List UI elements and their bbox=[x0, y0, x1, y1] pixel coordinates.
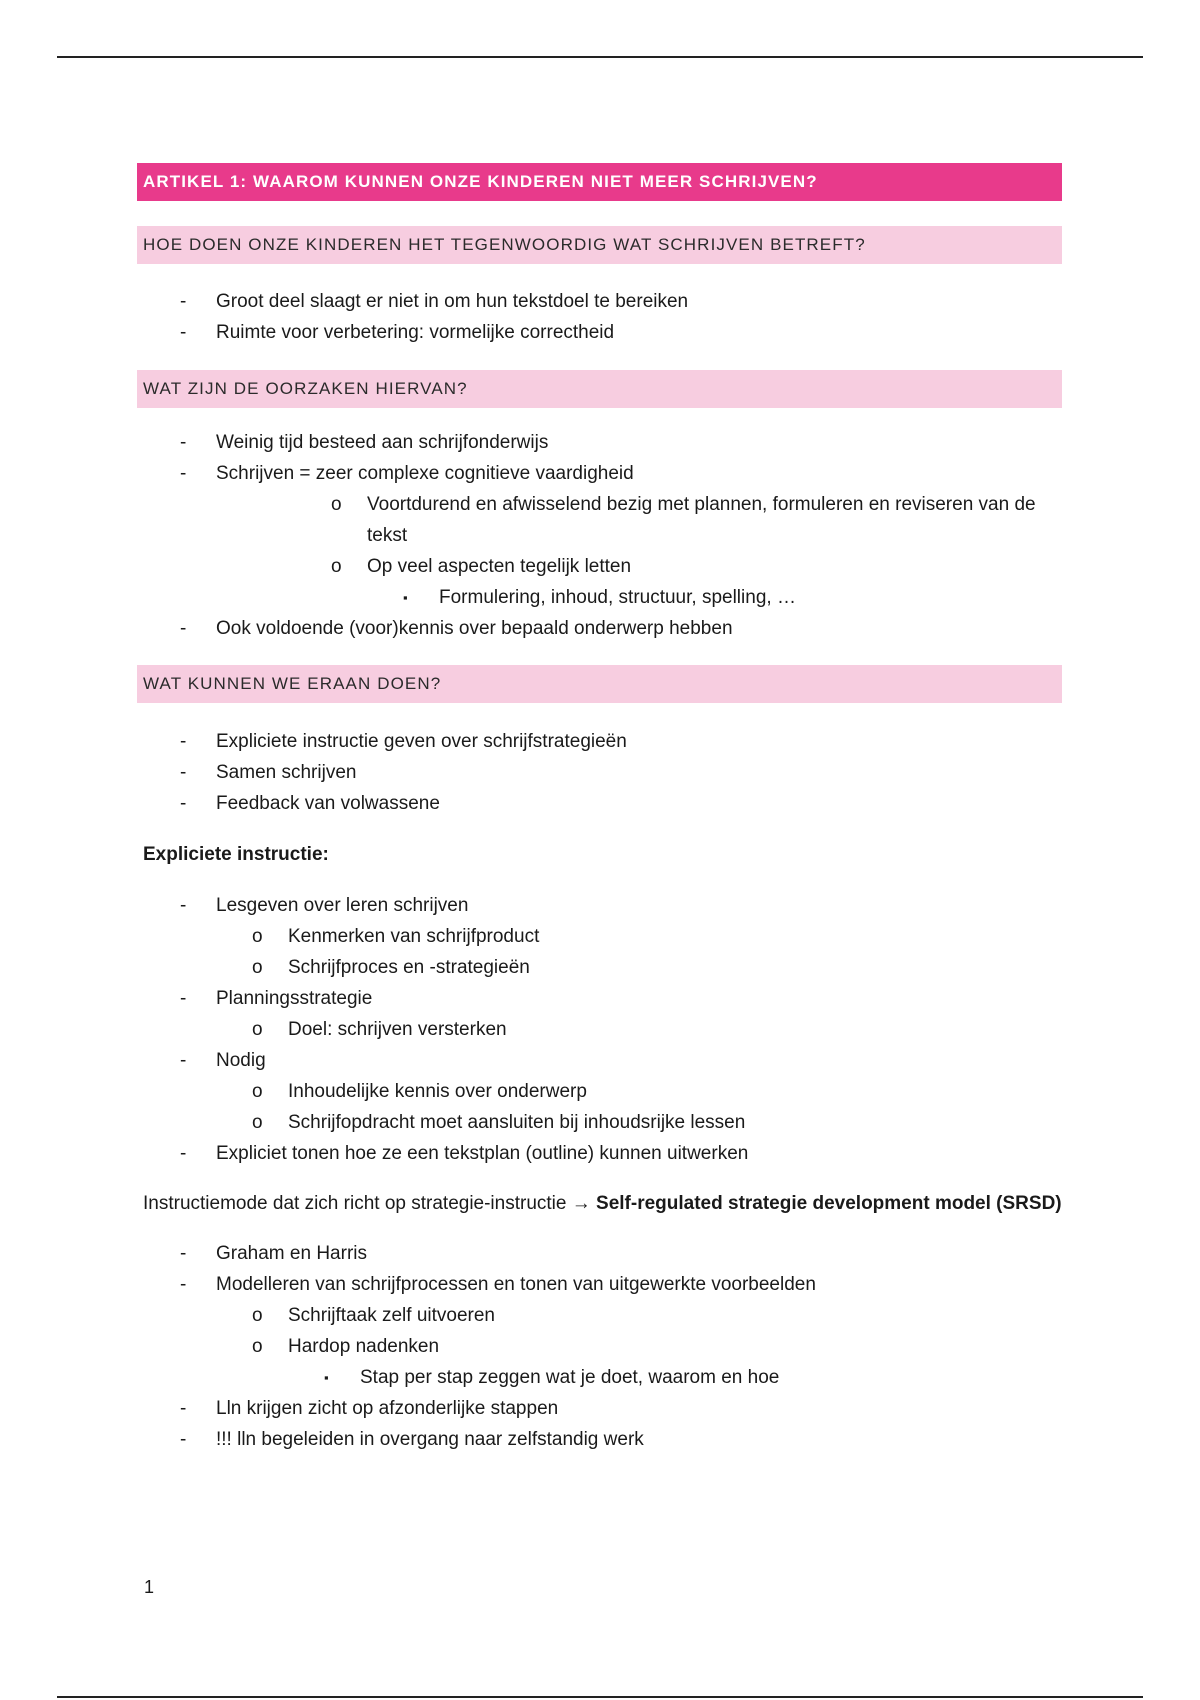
list-item: o Schrijfopdracht moet aansluiten bij inhoudsrijke lessen bbox=[252, 1112, 746, 1133]
list-item: - Feedback van volwassene bbox=[180, 793, 440, 814]
list-item: - Schrijven = zeer complexe cognitieve vaardigheid o Voortdurend en afwisselend bezig met plannen, formuleren en reviseren van de tekst o Op veel aspecten tegelijk letten ▪ Formulering, inhoud, structuur, spelling, … bbox=[137, 458, 1062, 613]
list-item: ▪ Stap per stap zeggen wat je doet, waarom en hoe bbox=[324, 1367, 780, 1388]
list-item: - Groot deel slaagt er niet in om hun tekstdoel te bereiken bbox=[180, 291, 689, 312]
explicit-instruction-label: Expliciete instructie: bbox=[143, 844, 329, 865]
list-item: - Samen schrijven bbox=[180, 762, 357, 783]
list-item: o Inhoudelijke kennis over onderwerp bbox=[252, 1081, 587, 1102]
list-item: - Ruimte voor verbetering: vormelijke correctheid bbox=[180, 322, 615, 343]
list-item: - Planningsstrategie o Doel: schrijven versterken bbox=[137, 983, 1062, 1045]
list-item: - Lln krijgen zicht op afzonderlijke stappen bbox=[180, 1398, 559, 1419]
article-title: ARTIKEL 1: WAAROM KUNNEN ONZE KINDEREN NIET MEER SCHRIJVEN? bbox=[137, 163, 1062, 201]
page-number: 1 bbox=[144, 1577, 155, 1597]
list-item: - Lesgeven over leren schrijven o Kenmerken van schrijfproduct o Schrijfproces en -strategieën bbox=[137, 890, 1062, 983]
section-heading-1: HOE DOEN ONZE KINDEREN HET TEGENWOORDIG WAT SCHRIJVEN BETREFT? bbox=[137, 226, 1062, 264]
section-heading-3: WAT KUNNEN WE ERAAN DOEN? bbox=[137, 665, 1062, 703]
list-item: o Doel: schrijven versterken bbox=[252, 1019, 507, 1040]
section-2-list bbox=[137, 427, 1062, 644]
list-item: o Hardop nadenken ▪ Stap per stap zeggen wat je doet, waarom en hoe bbox=[216, 1331, 1062, 1393]
list-item: o Op veel aspecten tegelijk letten ▪ Formulering, inhoud, structuur, spelling, … bbox=[295, 551, 1062, 613]
list-item: o Schrijftaak zelf uitvoeren bbox=[252, 1305, 495, 1326]
header-rule bbox=[57, 56, 1143, 58]
list-item: o Schrijfproces en -strategieën bbox=[252, 957, 530, 978]
list-item: - Modelleren van schrijfprocessen en tonen van uitgewerkte voorbeelden o Schrijftaak zelf uitvoeren o Hardop nadenken ▪ Stap per stap zeggen wat je doet, waarom en hoe bbox=[137, 1269, 1062, 1393]
list-item: - Expliciet tonen hoe ze een tekstplan (outline) kunnen uitwerken bbox=[180, 1143, 749, 1164]
list-item: o Voortdurend en afwisselend bezig met plannen, formuleren en reviseren van de tekst bbox=[331, 494, 1036, 546]
list-item: - !!! lln begeleiden in overgang naar zelfstandig werk bbox=[180, 1429, 644, 1450]
list-item: - Nodig o Inhoudelijke kennis over onderwerp o Schrijfopdracht moet aansluiten bij inhoudsrijke lessen bbox=[137, 1045, 1062, 1138]
list-item: o Kenmerken van schrijfproduct bbox=[252, 926, 540, 947]
page-content bbox=[137, 163, 1062, 1455]
section-heading-2: WAT ZIJN DE OORZAKEN HIERVAN? bbox=[137, 370, 1062, 408]
list-item: - Ook voldoende (voor)kennis over bepaald onderwerp hebben bbox=[180, 618, 733, 639]
list-item: - Weinig tijd besteed aan schrijfonderwijs bbox=[180, 432, 549, 453]
list-item: - Graham en Harris bbox=[180, 1243, 367, 1264]
srsd-intro-paragraph: Instructiemode dat zich richt op strategie-instructie → Self-regulated strategie development model (SRSD) bbox=[143, 1193, 1062, 1214]
list-item: ▪ Formulering, inhoud, structuur, spelling, … bbox=[403, 587, 796, 608]
section-3-list bbox=[137, 726, 1062, 819]
srsd-list bbox=[137, 1238, 1062, 1455]
explicit-instruction-list bbox=[137, 890, 1062, 1169]
list-item: - Expliciete instructie geven over schrijfstrategieën bbox=[180, 731, 627, 752]
footer-rule bbox=[57, 1696, 1143, 1698]
section-1-list bbox=[137, 286, 1062, 348]
